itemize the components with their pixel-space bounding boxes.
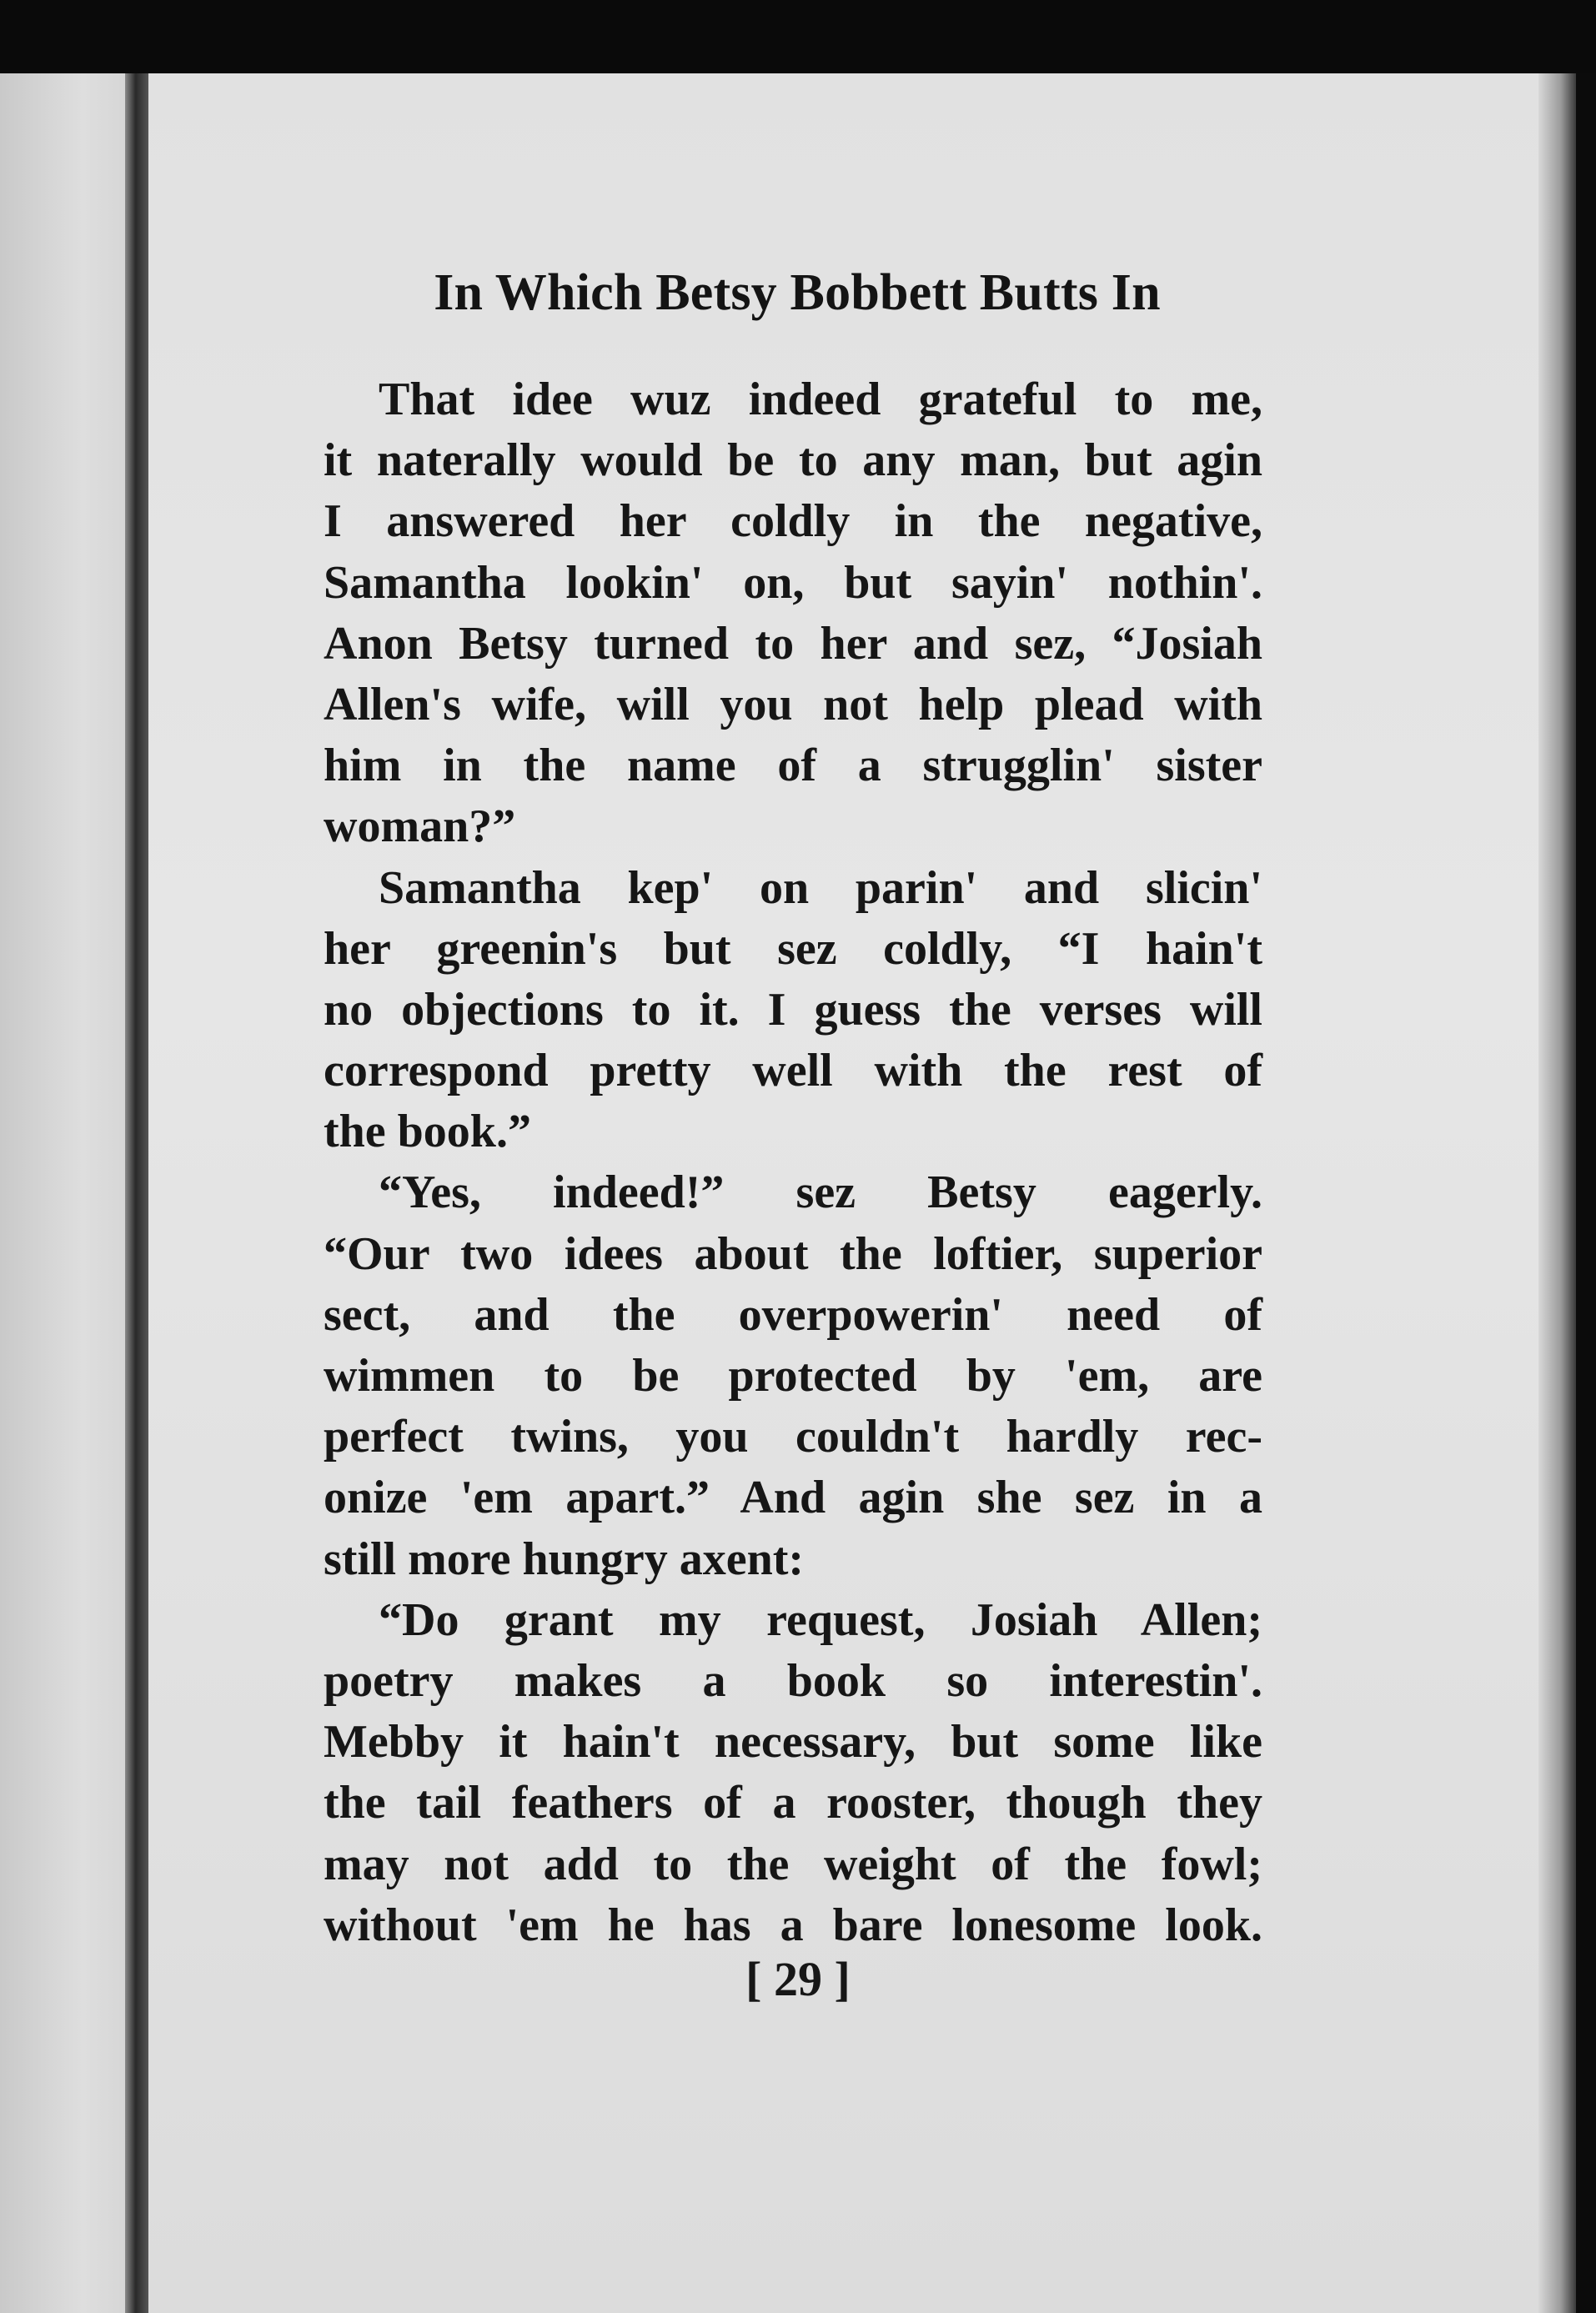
running-head: In Which Betsy Bobbett Butts In [434,264,1161,321]
text-line: woman?” [324,800,516,853]
text-line: may not add to the weight of the fowl; [324,1838,1262,1890]
body-text [324,369,1262,1956]
text-line: her greenin's but sez coldly, “I hain't [324,922,1262,975]
text-line: poetry makes a book so interestin'. [324,1654,1262,1707]
text-line: it naterally would be to any man, but agin [324,434,1262,487]
text-line: Allen's wife, will you not help plead with [324,678,1262,730]
text-line: still more hungry axent: [324,1533,805,1585]
page-edge-shadow [1538,73,1576,2313]
page-number: [ 29 ] [745,1952,851,2006]
text-line: wimmen to be protected by 'em, are [324,1350,1262,1402]
scan-border-top [0,0,1596,73]
text-line: I answered her coldly in the negative, [324,495,1262,548]
text-line: without 'em he has a bare lonesome look. [324,1899,1262,1951]
text-line: correspond pretty well with the rest of [324,1045,1262,1097]
text-line: no objections to it. I guess the verses will [324,983,1262,1036]
text-line: Anon Betsy turned to her and sez, “Josiah [324,617,1262,670]
text-line: him in the name of a strugglin' sister [324,740,1262,792]
facing-page-edge [0,73,138,2313]
text-line: the tail feathers of a rooster, though they [324,1777,1262,1829]
text-line: “Yes, indeed!” sez Betsy eagerly. [379,1167,1262,1219]
text-line: Samantha lookin' on, but sayin' nothin'. [324,556,1262,609]
text-line: “Our two idees about the loftier, superior [324,1227,1262,1280]
text-line: Samantha kep' on parin' and slicin' [379,861,1262,914]
text-line: perfect twins, you couldn't hardly rec- [324,1411,1262,1463]
text-line: sect, and the overpowerin' need of [324,1288,1262,1341]
text-line: the book.” [324,1106,531,1158]
scan-border-right [1576,73,1596,2313]
text-line: That idee wuz indeed grateful to me, [379,374,1262,425]
book-gutter [125,73,148,2313]
text-line: “Do grant my request, Josiah Allen; [379,1593,1262,1646]
text-line: Mebby it hain't necessary, but some like [324,1716,1262,1769]
text-line: onize 'em apart.” And agin she sez in a [324,1472,1262,1524]
